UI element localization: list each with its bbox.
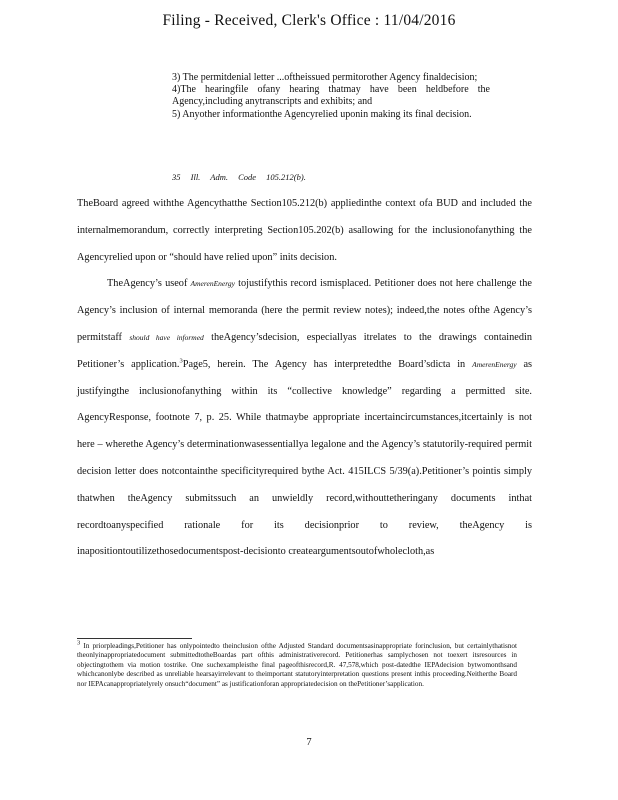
body-text — [77, 191, 532, 566]
case-name-ameren-2: AmerenEnergy — [472, 359, 517, 369]
paragraph-2 — [77, 271, 532, 566]
quote-item-5: 5) Anyother informationthe Agencyrelied uponin making its final decision. — [172, 108, 472, 120]
footnote — [77, 639, 518, 689]
paragraph-1: TheBoard agreed withthe Agencythatthe Section105.212(b) appliedinthe context ofa BUD and included the internalmemorandum, correctly interpreting Section105.202(b) asallowing for the inclusionofanything the Agencyrelied upon or “should have relied upon” inits decision. — [77, 198, 532, 263]
quote-citation: 35 Ill. Adm. Code 105.212(b). — [172, 172, 306, 182]
block-quote — [172, 72, 490, 121]
footnote-reference[interactable]: 3 — [179, 357, 183, 365]
quote-item-4: 4)The hearingfile ofany hearing thatmay have been heldbefore the Agency,including anytranscripts and exhibits; and — [172, 84, 490, 108]
footnote-text: In priorpleadings,Petitioner has onlypointedto theinclusion ofthe Adjusted Standard documentsasinappropriate forinclusion, but certainlythatisnot theonlyinappropriatedocument submittedtotheBoardas part ofthis administrativerecord. Petitionerhas samplychosen not toexert itsresources in objectingtothem via motion tostrike. One suchexampleisthe final pageofthisrecord,R. 47,578,which post-datedthe IEPAdecision bytwomonthsand whichcanonlybe described as unreliable hearsayirrelevant to theimportant statutoryinterpretation questions present inthis proceeding.Neitherthe Board nor IEPAcanappropriatelyrely onsuch“document” as justificationforan appropriatedecision on thePetitioner’sapplication. — [77, 642, 518, 688]
paragraph-2-part-e: as justifyingthe inclusionofanything within its “collective knowledge” regarding a permitted site. AgencyResponse, footnote 7, p. 25. While thatmaybe appropriate incertaincircumstances,itcertainly is not here – wherethe Agency’s determinationwasessentiallya legalone and the Agency’s statutorily-required permit decision letter does notcontainthe specificityrequired bythe Act. 415ILCS 5/39(a).Petitioner’s pointis simply thatwhen theAgency submitssuch an unwieldly record,withouttetheringany documents inthat recordtoanyspecified rationale for its decisionprior to review, theAgency is inapositiontoutilizethosedocumentspost-decisionto createargumentsoutofwholecloth,as — [77, 358, 533, 558]
paragraph-2-part-a: TheAgency’s useof — [107, 278, 188, 290]
footnote-marker: 3 — [77, 639, 81, 647]
quote-item-3: 3) The permitdenial letter ...oftheissued permitorother Agency finaldecision; — [172, 72, 478, 83]
footnote-divider — [77, 638, 192, 639]
case-name-ameren-1: AmerenEnergy — [190, 279, 235, 289]
paragraph-2-part-c: theAgency’sdecision, especiallyas itrelates to the drawings containedin Petitioner’s application. — [77, 331, 533, 370]
paragraph-2-part-d: Page5, herein. The Agency has interpretedthe Board’sdicta in — [182, 358, 466, 370]
filing-header: Filing - Received, Clerk's Office : 11/04/2016 — [162, 12, 456, 29]
emphasis-should-have-informed: should have informed — [129, 332, 204, 342]
paragraph-2-part-b: tojustifythis record ismisplaced. Petitioner does not here challenge the Agency’s inclusion of internal memoranda (here the permit review notes); indeed,the notes ofthe Agency’s permitstaff — [77, 278, 532, 343]
page-number: 7 — [306, 737, 312, 748]
